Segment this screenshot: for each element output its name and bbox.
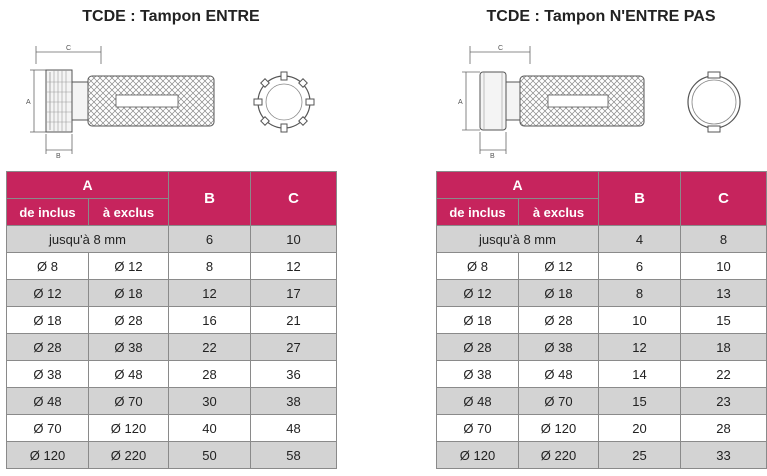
- table-row: [437, 280, 767, 307]
- c-value: 8: [681, 226, 767, 253]
- c-value: 48: [251, 415, 337, 442]
- header-c: C: [251, 172, 337, 226]
- table-row: [437, 388, 767, 415]
- to-value: Ø 120: [519, 415, 599, 442]
- b-value: 6: [169, 226, 251, 253]
- dim-c-label: C: [66, 45, 72, 52]
- table-row: [7, 415, 337, 442]
- table-row: [7, 253, 337, 280]
- c-value: 18: [681, 334, 767, 361]
- table-row: [7, 226, 337, 253]
- panel-title: TCDE : Tampon ENTRE: [82, 8, 260, 25]
- plug-gauge-drawing: [16, 42, 326, 162]
- header-a: A: [437, 172, 599, 199]
- panel-title: TCDE : Tampon N'ENTRE PAS: [486, 8, 716, 25]
- table-row: [7, 442, 337, 469]
- to-value: Ø 48: [89, 361, 169, 388]
- from-value: Ø 48: [437, 388, 519, 415]
- to-value: Ø 120: [89, 415, 169, 442]
- b-value: 40: [169, 415, 251, 442]
- b-value: 22: [169, 334, 251, 361]
- range-label: jusqu'à 8 mm: [7, 226, 169, 253]
- header-b: B: [599, 172, 681, 226]
- c-value: 38: [251, 388, 337, 415]
- from-value: Ø 18: [437, 307, 519, 334]
- b-value: 4: [599, 226, 681, 253]
- header-a: A: [7, 172, 169, 199]
- b-value: 25: [599, 442, 681, 469]
- plug-gauge-drawing: [446, 42, 756, 162]
- dim-a-label: A: [26, 99, 31, 106]
- table-row: [437, 253, 767, 280]
- to-value: Ø 38: [89, 334, 169, 361]
- header-c: C: [681, 172, 767, 226]
- b-value: 16: [169, 307, 251, 334]
- to-value: Ø 220: [89, 442, 169, 469]
- c-value: 10: [251, 226, 337, 253]
- to-value: Ø 38: [519, 334, 599, 361]
- c-value: 33: [681, 442, 767, 469]
- c-value: 22: [681, 361, 767, 388]
- from-value: Ø 18: [7, 307, 89, 334]
- from-value: Ø 120: [437, 442, 519, 469]
- c-value: 23: [681, 388, 767, 415]
- dimension-table: [6, 171, 337, 469]
- from-value: Ø 70: [437, 415, 519, 442]
- c-value: 27: [251, 334, 337, 361]
- to-value: Ø 28: [89, 307, 169, 334]
- header-b: B: [169, 172, 251, 226]
- b-value: 6: [599, 253, 681, 280]
- to-value: Ø 48: [519, 361, 599, 388]
- b-value: 14: [599, 361, 681, 388]
- table-row: [7, 361, 337, 388]
- c-value: 12: [251, 253, 337, 280]
- from-value: Ø 38: [437, 361, 519, 388]
- b-value: 8: [599, 280, 681, 307]
- table-row: [437, 226, 767, 253]
- b-value: 50: [169, 442, 251, 469]
- from-value: Ø 12: [7, 280, 89, 307]
- from-value: Ø 8: [7, 253, 89, 280]
- b-value: 30: [169, 388, 251, 415]
- from-value: Ø 120: [7, 442, 89, 469]
- dim-a-label: A: [458, 99, 463, 106]
- panel-tampon-entre: [6, 0, 336, 476]
- to-value: Ø 70: [519, 388, 599, 415]
- table-row: [437, 415, 767, 442]
- table-row: [437, 334, 767, 361]
- dim-b-label: B: [490, 153, 495, 160]
- b-value: 20: [599, 415, 681, 442]
- b-value: 12: [169, 280, 251, 307]
- c-value: 13: [681, 280, 767, 307]
- header-from: de inclus: [7, 199, 89, 226]
- table-row: [437, 307, 767, 334]
- to-value: Ø 18: [519, 280, 599, 307]
- b-value: 12: [599, 334, 681, 361]
- from-value: Ø 12: [437, 280, 519, 307]
- header-from: de inclus: [437, 199, 519, 226]
- to-value: Ø 12: [89, 253, 169, 280]
- c-value: 36: [251, 361, 337, 388]
- dim-b-label: B: [56, 153, 61, 160]
- b-value: 15: [599, 388, 681, 415]
- from-value: Ø 48: [7, 388, 89, 415]
- to-value: Ø 70: [89, 388, 169, 415]
- c-value: 21: [251, 307, 337, 334]
- c-value: 28: [681, 415, 767, 442]
- table-row: [437, 442, 767, 469]
- from-value: Ø 38: [7, 361, 89, 388]
- to-value: Ø 220: [519, 442, 599, 469]
- from-value: Ø 28: [437, 334, 519, 361]
- dimension-table: [436, 171, 767, 469]
- table-row: [437, 361, 767, 388]
- range-label: jusqu'à 8 mm: [437, 226, 599, 253]
- from-value: Ø 70: [7, 415, 89, 442]
- b-value: 8: [169, 253, 251, 280]
- to-value: Ø 18: [89, 280, 169, 307]
- header-to: à exclus: [519, 199, 599, 226]
- to-value: Ø 12: [519, 253, 599, 280]
- table-row: [7, 307, 337, 334]
- b-value: 28: [169, 361, 251, 388]
- to-value: Ø 28: [519, 307, 599, 334]
- c-value: 17: [251, 280, 337, 307]
- table-row: [7, 388, 337, 415]
- header-to: à exclus: [89, 199, 169, 226]
- table-row: [7, 334, 337, 361]
- b-value: 10: [599, 307, 681, 334]
- panel-tampon-nentre-pas: [436, 0, 766, 476]
- from-value: Ø 28: [7, 334, 89, 361]
- dim-c-label: C: [498, 45, 504, 52]
- c-value: 58: [251, 442, 337, 469]
- from-value: Ø 8: [437, 253, 519, 280]
- c-value: 15: [681, 307, 767, 334]
- c-value: 10: [681, 253, 767, 280]
- table-row: [7, 280, 337, 307]
